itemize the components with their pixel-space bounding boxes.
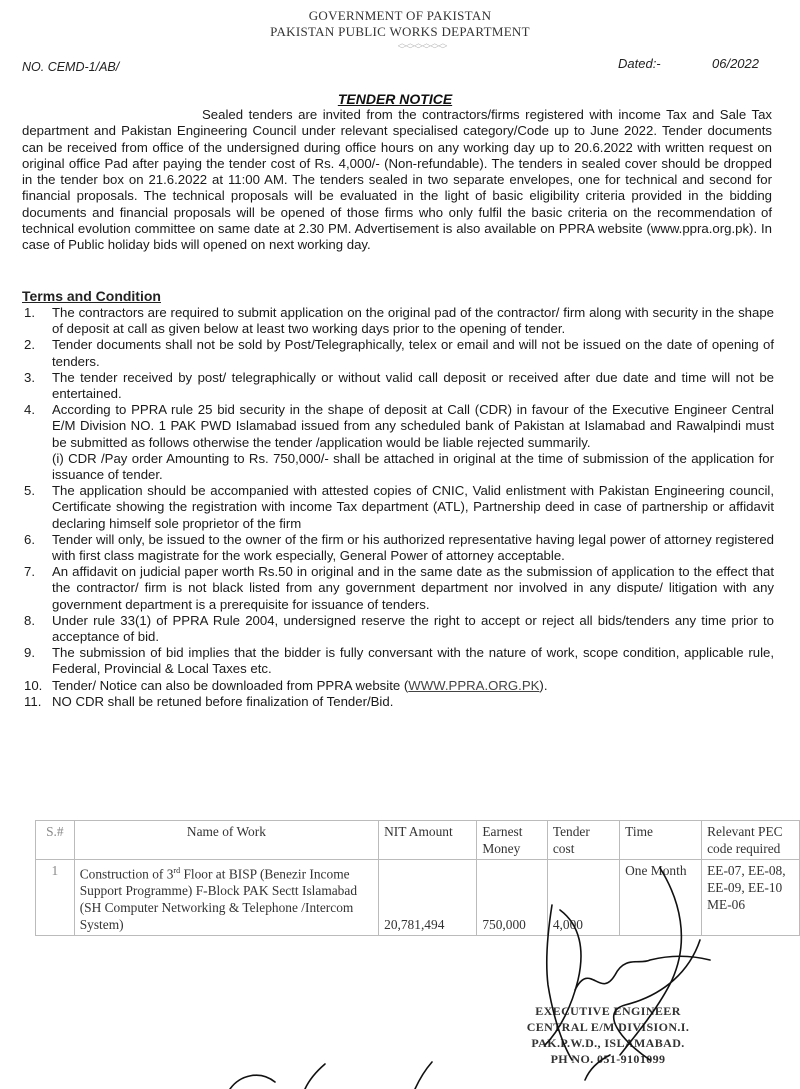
work-name-ordinal: rd xyxy=(173,866,181,875)
header-earnest-money: Earnest Money xyxy=(477,821,548,860)
terms-list xyxy=(18,305,774,710)
signature-stamp xyxy=(508,1003,708,1067)
cell-time: One Month xyxy=(620,860,702,936)
header-time: Time xyxy=(620,821,702,860)
cell-name-of-work xyxy=(74,860,378,936)
terms-item xyxy=(18,402,774,483)
terms-item-number: 2. xyxy=(24,337,35,353)
dated-value: 06/2022 xyxy=(712,56,759,71)
header-tender-cost: Tender cost xyxy=(547,821,619,860)
header-name-of-work: Name of Work xyxy=(74,821,378,860)
terms-item-number: 7. xyxy=(24,564,35,580)
signature-stroke xyxy=(415,1062,432,1089)
terms-item-number: 6. xyxy=(24,531,35,547)
signature-stroke xyxy=(305,1064,325,1089)
terms-item-text-end: ). xyxy=(539,677,548,693)
stamp-department: PAK.P.W.D., ISLAMABAD. xyxy=(531,1036,685,1050)
terms-item xyxy=(18,532,774,564)
notice-body: Sealed tenders are invited from the contractors/firms registered with income Tax and Sale Tax department and Pakistan Engineering Council under relevant specialised category/Code up to June 2022. Tender documents can be received from office of the undersigned during office hours on any working day up to 20.6.2022 with written request on original office Pad after paying the tender cost of Rs. 4,000/- (Non-refundable). The tenders in sealed cover should be dropped in the tender box on 21.6.2022 at 11:00 AM. The tenders sealed in two separate envelopes, one for technical and second for financial proposals. The technical proposals will be evaluated in the light of basic eligibility criteria provided in the bidding documents and financial proposals will be opened of those firms who only fulfil the basic criteria on the recommendation of technical evolution committee on same date at 2.30 PM. Advertisement is also available on PPRA website (www.ppra.org.pk). In case of Public holiday bids will opened on next working day. xyxy=(22,107,772,253)
terms-item xyxy=(18,337,774,369)
terms-item-text: The tender received by post/ telegraphically or without valid call deposit or received after due date and time will not be entertained. xyxy=(52,369,774,402)
terms-item xyxy=(18,370,774,402)
terms-item-number: 1. xyxy=(24,305,35,320)
cell-nit-amount: 20,781,494 xyxy=(379,860,477,936)
terms-item-text: The submission of bid implies that the bidder is fully conversant with the nature of work, scope condition, applicable rule, Federal, Provincial & Local Taxes etc. xyxy=(52,645,774,677)
terms-item-subclause: (i) CDR /Pay order Amounting to Rs. 750,000/- shall be attached in original at the time of submission of the application for issuance of tender. xyxy=(52,450,774,483)
terms-item-number: 10. xyxy=(24,677,43,693)
cell-tender-cost: 4,000 xyxy=(547,860,619,936)
work-name-start: Construction of 3 xyxy=(79,866,174,882)
terms-item-number: 11. xyxy=(24,693,42,709)
terms-item xyxy=(18,613,774,645)
terms-item-number: 3. xyxy=(24,369,35,385)
terms-item-text: According to PPRA rule 25 bid security in the shape of deposit at Call (CDR) in favour of the Executive Engineer Central E/M Division NO. 1 PAK PWD Islamabad issued from any scheduled bank of Pakistan at Islamabad and Rawalpindi must be submitted as follows otherwise the tender /application would be liable rejected summarily. xyxy=(52,402,774,450)
terms-item xyxy=(18,694,774,710)
stamp-title: EXECUTIVE ENGINEER xyxy=(535,1004,681,1018)
terms-heading: Terms and Condition xyxy=(22,288,161,304)
terms-item-text: Tender/ Notice can also be downloaded from PPRA website ( xyxy=(52,677,409,693)
works-table-header-row xyxy=(36,821,800,860)
terms-item-text: Under rule 33(1) of PPRA Rule 2004, undersigned reserve the right to accept or reject all bids/tenders any time prior to acceptance of bid. xyxy=(52,612,774,645)
cell-pec-code: EE-07, EE-08, EE-09, EE-10 ME-06 xyxy=(702,860,800,936)
works-table xyxy=(35,820,800,936)
stamp-phone: PH NO. 051-9101099 xyxy=(550,1052,666,1066)
terms-item-text: The contractors are required to submit application on the original pad of the contractor/ firm along with security in the shape of deposit at call as given below at least two working days prior to the opening of tender. xyxy=(52,305,774,337)
reference-number: NO. CEMD-1/AB/ xyxy=(22,60,120,74)
terms-item-number: 4. xyxy=(24,402,35,418)
header-pec-code: Relevant PEC code required xyxy=(702,821,800,860)
terms-item-number: 8. xyxy=(24,612,35,628)
work-name-rest: Floor at BISP (Benezir Income Support Programme) F-Block PAK Sectt Islamabad (SH Computer Networking & Telephone /Intercom System) xyxy=(79,866,358,933)
ppra-website-link[interactable]: WWW.PPRA.ORG.PK xyxy=(408,677,540,693)
terms-item xyxy=(18,305,774,337)
dated-label: Dated:- xyxy=(618,56,661,71)
terms-item-text: Tender will only, be issued to the owner of the firm or his authorized representative having legal power of attorney registered with first class magistrate for the work especially, General Power of attorney acceptable. xyxy=(52,531,774,564)
terms-item xyxy=(18,483,774,532)
terms-item-text: Tender documents shall not be sold by Post/Telegraphically, telex or email and will not be issued on the date of opening of tenders. xyxy=(52,337,774,369)
stamp-division: CENTRAL E/M DIVISION.I. xyxy=(526,1020,690,1034)
table-row xyxy=(36,860,800,936)
terms-item-text: An affidavit on judicial paper worth Rs.50 in original and in the same date as the submission of application to the effect that the contractor/ firm is not black listed from any government department nor involved in any dispute/ litigation with any government department is a prerequisite for issuance of tenders. xyxy=(52,564,774,612)
header-nit-amount: NIT Amount xyxy=(379,821,477,860)
header-government: GOVERNMENT OF PAKISTAN xyxy=(308,8,492,23)
terms-item-text: NO CDR shall be retuned before finalization of Tender/Bid. xyxy=(52,693,394,709)
terms-item xyxy=(18,678,774,694)
terms-item xyxy=(18,564,774,613)
terms-item-number: 5. xyxy=(24,483,35,499)
cell-earnest-money: 750,000 xyxy=(477,860,548,936)
signature-stroke xyxy=(575,956,710,990)
header-department: PAKISTAN PUBLIC WORKS DEPARTMENT xyxy=(270,24,530,39)
terms-item-number: 9. xyxy=(24,645,35,661)
terms-item-text: The application should be accompanied with attested copies of CNIC, Valid enlistment with Pakistan Engineering council, Certificate showing the registration with income Tax department (ATL), Partnership deed in case of partnership or affidavit declaring himself sole proprietor of the firm xyxy=(52,483,774,531)
notice-title: TENDER NOTICE xyxy=(337,91,453,107)
header-sn: S.# xyxy=(36,821,75,860)
header-ornament: <><><><><><> xyxy=(397,41,447,51)
terms-item xyxy=(18,645,774,677)
cell-sn: 1 xyxy=(36,860,75,936)
signature-stroke xyxy=(230,1075,275,1089)
